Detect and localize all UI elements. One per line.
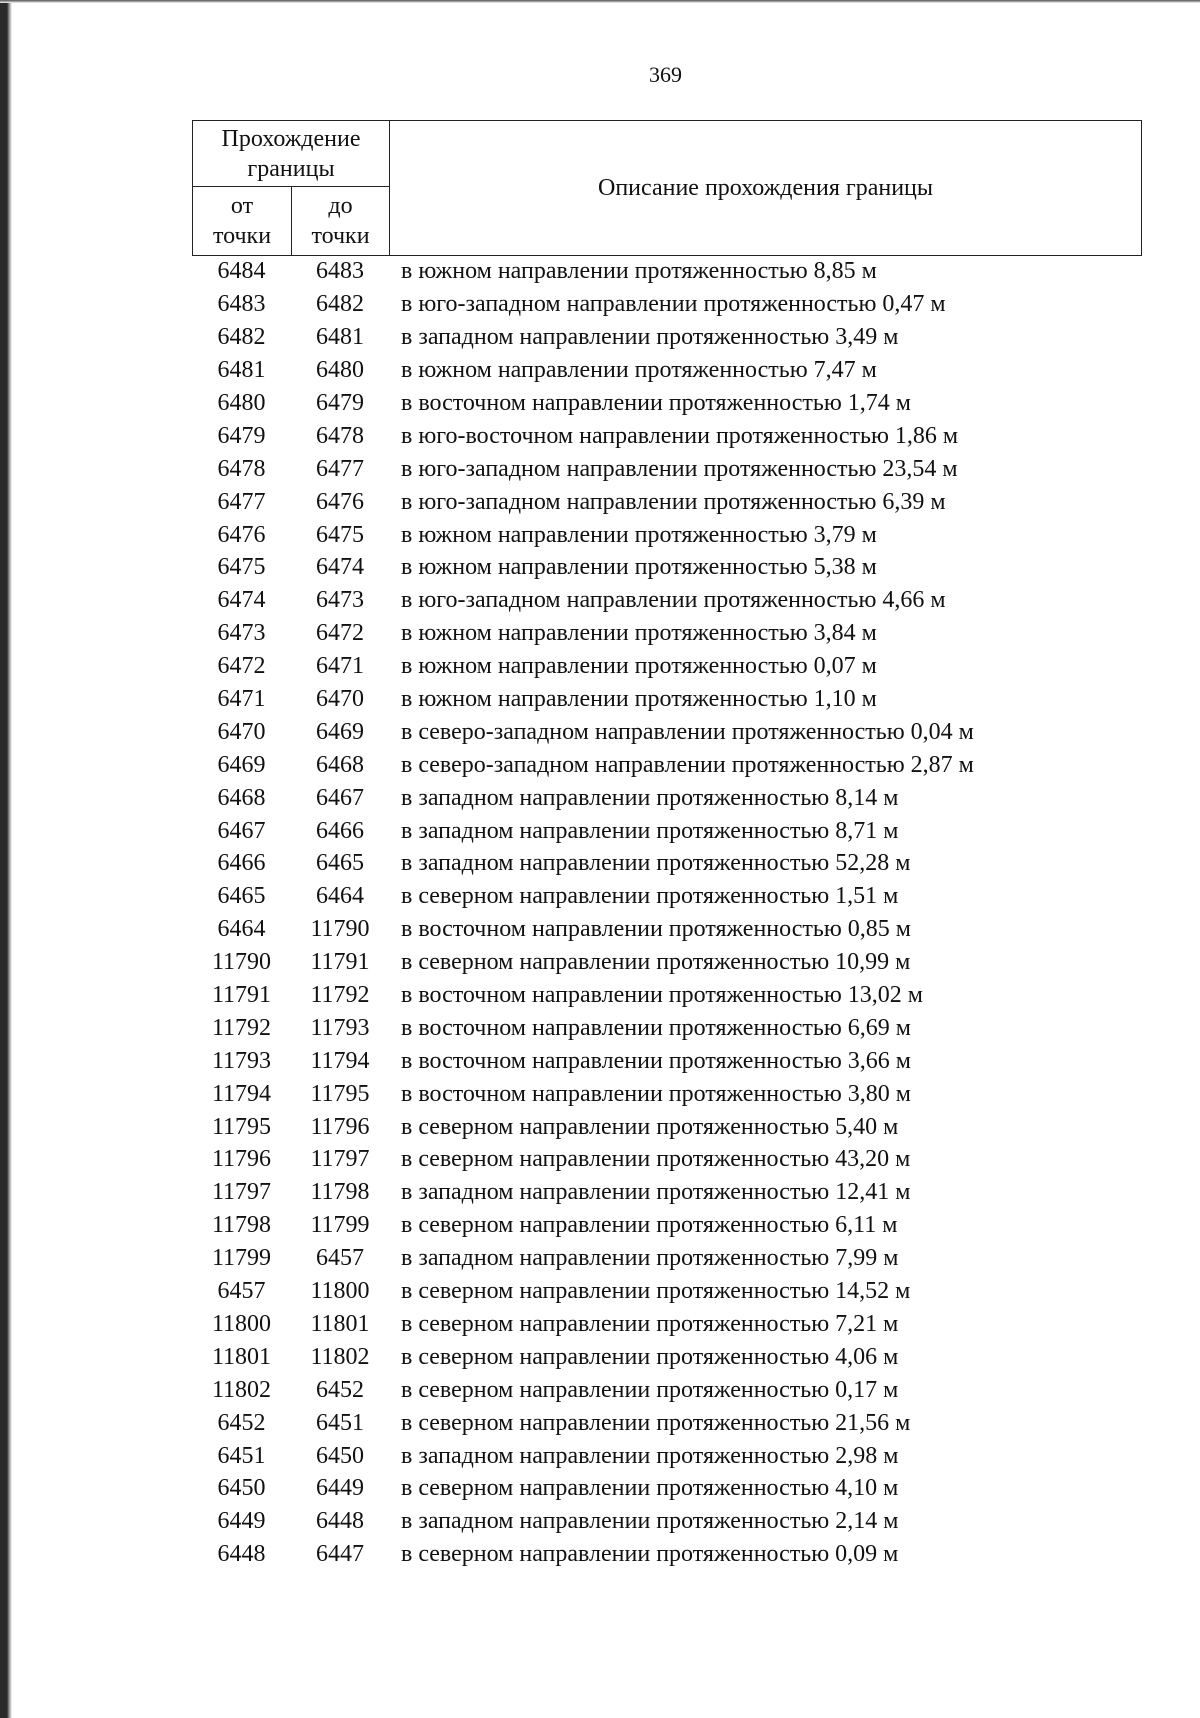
page-number: 369 — [649, 62, 682, 87]
header-passage-cell — [193, 121, 390, 187]
from-point-cell: 11790 — [211, 949, 272, 976]
from-point-cell: 6472 — [217, 653, 266, 680]
table-row — [192, 650, 1142, 683]
scan-edge-top — [0, 0, 1200, 3]
from-point-cell: 6475 — [217, 554, 266, 581]
header-passage-line2: границы — [247, 155, 335, 182]
table-row — [192, 1308, 1142, 1341]
description-cell: в западном направлении протяженностью 8,14 м — [401, 784, 899, 811]
to-point-cell: 6474 — [316, 554, 364, 581]
from-point-cell: 6448 — [217, 1541, 266, 1568]
description-cell: в западном направлении протяженностью 7,99 м — [401, 1245, 899, 1272]
table-row — [192, 1110, 1142, 1143]
table-row — [192, 551, 1142, 584]
description-cell: в южном направлении протяженностью 1,10 м — [401, 686, 877, 713]
table-row — [192, 518, 1142, 551]
table-row — [192, 255, 1142, 288]
from-point-cell: 6476 — [217, 521, 266, 548]
to-point-cell: 11791 — [310, 949, 370, 976]
header-from-line2: точки — [212, 223, 272, 249]
description-cell: в южном направлении протяженностью 3,84 м — [401, 620, 877, 647]
description-cell: в северном направлении протяженностью 43,20 м — [401, 1146, 911, 1173]
to-point-cell: 11792 — [310, 982, 370, 1009]
from-point-cell: 6466 — [217, 850, 266, 877]
from-point-cell: 6483 — [217, 291, 266, 318]
header-to-cell — [292, 187, 390, 256]
from-point-cell: 6471 — [217, 686, 266, 713]
table-row — [192, 1143, 1142, 1176]
from-point-cell: 6478 — [217, 455, 266, 482]
table-row — [192, 781, 1142, 814]
from-point-cell: 11797 — [211, 1179, 272, 1206]
to-point-cell: 11794 — [310, 1047, 370, 1074]
to-point-cell: 6448 — [316, 1508, 364, 1535]
from-point-cell: 6465 — [217, 883, 266, 910]
description-cell: в юго-западном направлении протяженностью 4,66 м — [401, 587, 946, 614]
to-point-cell: 6450 — [316, 1442, 364, 1469]
table-row — [192, 354, 1142, 387]
from-point-cell: 11800 — [211, 1310, 272, 1337]
table-row — [192, 979, 1142, 1012]
table-row — [192, 1439, 1142, 1472]
table-row — [192, 748, 1142, 781]
table-row — [192, 387, 1142, 420]
from-point-cell: 11796 — [211, 1146, 272, 1173]
table-row — [192, 847, 1142, 880]
from-point-cell: 6449 — [217, 1508, 266, 1535]
description-cell: в юго-западном направлении протяженностью 0,47 м — [401, 291, 946, 318]
boundary-table-header — [192, 120, 1142, 256]
header-to-line2: точки — [311, 223, 370, 249]
description-cell: в северном направлении протяженностью 7,21 м — [401, 1310, 899, 1337]
table-row — [192, 1077, 1142, 1110]
to-point-cell: 6447 — [316, 1541, 364, 1568]
header-description-cell: Описание прохождения границы — [390, 121, 1142, 256]
to-point-cell: 6464 — [316, 883, 364, 910]
to-point-cell: 6476 — [316, 488, 364, 515]
from-point-cell: 11793 — [211, 1047, 272, 1074]
table-row — [192, 1538, 1142, 1571]
to-point-cell: 6478 — [316, 422, 364, 449]
description-cell: в северо-западном направлении протяженностью 2,87 м — [401, 751, 974, 778]
description-cell: в южном направлении протяженностью 0,07 м — [401, 653, 877, 680]
description-cell: в восточном направлении протяженностью 1,74 м — [401, 390, 911, 416]
table-row — [192, 1505, 1142, 1538]
table-row — [192, 715, 1142, 748]
from-point-cell: 11799 — [211, 1245, 272, 1272]
description-cell: в западном направлении протяженностью 52,28 м — [401, 850, 911, 877]
table-row — [192, 913, 1142, 946]
scan-edge-left — [0, 0, 12, 1718]
table-row — [192, 419, 1142, 452]
description-cell: в южном направлении протяженностью 5,38 м — [401, 554, 877, 581]
description-cell: в северном направлении протяженностью 4,06 м — [401, 1343, 899, 1370]
to-point-cell: 6479 — [316, 390, 364, 416]
from-point-cell: 11792 — [211, 1014, 272, 1041]
to-point-cell: 6457 — [316, 1245, 364, 1272]
to-point-cell: 6483 — [316, 258, 364, 285]
header-from-cell — [193, 187, 292, 256]
description-cell: в западном направлении протяженностью 3,49 м — [401, 324, 899, 351]
table-row — [192, 1242, 1142, 1275]
description-cell: в западном направлении протяженностью 2,14 м — [401, 1508, 899, 1535]
from-point-cell: 6451 — [217, 1442, 266, 1469]
table-row — [192, 1373, 1142, 1406]
to-point-cell: 11799 — [310, 1212, 370, 1239]
from-point-cell: 6484 — [217, 258, 266, 285]
table-row — [192, 288, 1142, 321]
table-row — [192, 1340, 1142, 1373]
description-cell: в южном направлении протяженностью 3,79 м — [401, 521, 877, 548]
to-point-cell: 11796 — [310, 1113, 370, 1140]
description-cell: в восточном направлении протяженностью 0,85 м — [401, 916, 911, 943]
description-cell: в северном направлении протяженностью 10,99 м — [401, 949, 911, 976]
description-cell: в северном направлении протяженностью 4,10 м — [401, 1475, 899, 1502]
from-point-cell: 6480 — [217, 390, 266, 416]
header-from-line1: от — [230, 193, 254, 219]
from-point-cell: 6473 — [217, 620, 266, 647]
to-point-cell: 6472 — [316, 620, 364, 647]
table-row — [192, 321, 1142, 354]
description-cell: в западном направлении протяженностью 8,71 м — [401, 817, 899, 844]
from-point-cell: 6450 — [217, 1475, 266, 1502]
from-point-cell: 6469 — [217, 751, 266, 778]
to-point-cell: 11797 — [310, 1146, 370, 1173]
to-point-cell: 6473 — [316, 587, 364, 614]
from-point-cell: 11798 — [211, 1212, 272, 1239]
to-point-cell: 6471 — [316, 653, 364, 680]
table-row — [192, 485, 1142, 518]
description-cell: в западном направлении протяженностью 2,98 м — [401, 1442, 899, 1469]
table-row — [192, 1472, 1142, 1505]
from-point-cell: 6481 — [217, 357, 266, 384]
description-cell: в южном направлении протяженностью 8,85 м — [401, 258, 877, 285]
from-point-cell: 6464 — [217, 916, 266, 943]
description-cell: в восточном направлении протяженностью 3,66 м — [401, 1047, 911, 1074]
from-point-cell: 6479 — [217, 422, 266, 449]
to-point-cell: 11802 — [310, 1343, 370, 1370]
table-row — [192, 683, 1142, 716]
to-point-cell: 11790 — [310, 916, 370, 943]
description-cell: в северо-западном направлении протяженностью 0,04 м — [401, 718, 974, 745]
to-point-cell: 6451 — [316, 1409, 364, 1436]
to-point-cell: 6449 — [316, 1475, 364, 1502]
to-point-cell: 6452 — [316, 1376, 364, 1403]
table-row — [192, 452, 1142, 485]
from-point-cell: 6468 — [217, 784, 266, 811]
description-cell: в юго-западном направлении протяженностью 6,39 м — [401, 488, 946, 515]
to-point-cell: 6482 — [316, 291, 364, 318]
to-point-cell: 11793 — [310, 1014, 370, 1041]
to-point-cell: 6468 — [316, 751, 364, 778]
from-point-cell: 11795 — [211, 1113, 272, 1140]
description-cell: в восточном направлении протяженностью 13,02 м — [401, 982, 923, 1009]
description-cell: в северном направлении протяженностью 0,09 м — [401, 1541, 899, 1568]
table-row — [192, 814, 1142, 847]
header-passage-line1: Прохождение — [221, 125, 361, 152]
description-cell: в северном направлении протяженностью 14,52 м — [401, 1278, 911, 1305]
from-point-cell: 6467 — [217, 817, 266, 844]
table-row — [192, 880, 1142, 913]
from-point-cell: 11801 — [211, 1343, 272, 1370]
table-row — [192, 1275, 1142, 1308]
to-point-cell: 6480 — [316, 357, 364, 384]
description-cell: в западном направлении протяженностью 12,41 м — [401, 1179, 911, 1206]
from-point-cell: 6474 — [217, 587, 266, 614]
from-point-cell: 6470 — [217, 718, 266, 745]
from-point-cell: 11791 — [211, 982, 272, 1009]
to-point-cell: 11800 — [310, 1278, 370, 1305]
to-point-cell: 6481 — [316, 324, 364, 351]
description-cell: в юго-западном направлении протяженностью 23,54 м — [401, 455, 958, 482]
to-point-cell: 6466 — [316, 817, 364, 844]
from-point-cell: 6477 — [217, 488, 266, 515]
table-row — [192, 1011, 1142, 1044]
table-row — [192, 1406, 1142, 1439]
description-cell: в северном направлении протяженностью 0,17 м — [401, 1376, 899, 1403]
description-cell: в юго-восточном направлении протяженностью 1,86 м — [401, 422, 959, 449]
from-point-cell: 11794 — [211, 1080, 272, 1107]
to-point-cell: 11801 — [310, 1310, 370, 1337]
to-point-cell: 6470 — [316, 686, 364, 713]
to-point-cell: 6469 — [316, 718, 364, 745]
table-row — [192, 1044, 1142, 1077]
from-point-cell: 6457 — [217, 1278, 266, 1305]
table-row — [192, 617, 1142, 650]
table-row — [192, 946, 1142, 979]
to-point-cell: 6475 — [316, 521, 364, 548]
table-row — [192, 584, 1142, 617]
description-cell: в восточном направлении протяженностью 3,80 м — [401, 1080, 911, 1107]
description-cell: в северном направлении протяженностью 5,40 м — [401, 1113, 899, 1140]
from-point-cell: 6482 — [217, 324, 266, 351]
from-point-cell: 6452 — [217, 1409, 266, 1436]
table-row — [192, 1209, 1142, 1242]
to-point-cell: 6477 — [316, 455, 364, 482]
description-cell: в северном направлении протяженностью 21,56 м — [401, 1409, 911, 1436]
description-cell: в северном направлении протяженностью 6,11 м — [401, 1212, 898, 1239]
description-cell: в северном направлении протяженностью 1,51 м — [401, 883, 899, 910]
to-point-cell: 6467 — [316, 784, 364, 811]
to-point-cell: 11795 — [310, 1080, 370, 1107]
to-point-cell: 11798 — [310, 1179, 370, 1206]
description-cell: в южном направлении протяженностью 7,47 м — [401, 357, 877, 384]
table-row — [192, 1176, 1142, 1209]
header-to-line1: до — [328, 193, 353, 219]
to-point-cell: 6465 — [316, 850, 364, 877]
boundary-table-body — [192, 255, 1142, 1571]
from-point-cell: 11802 — [211, 1376, 272, 1403]
description-cell: в восточном направлении протяженностью 6,69 м — [401, 1014, 911, 1041]
